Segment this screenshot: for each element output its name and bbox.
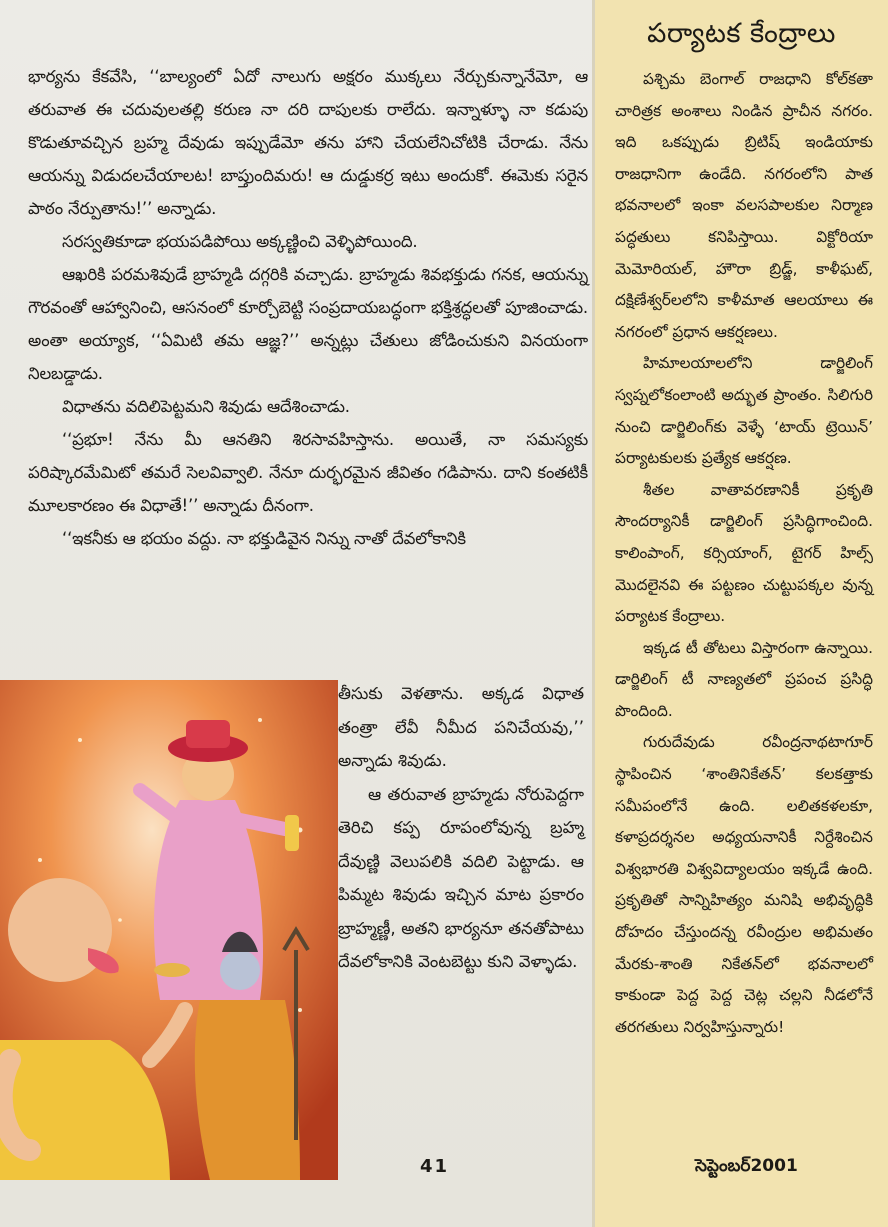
story-paragraph: ‘‘ప్రభూ! నేను మీ ఆనతిని శిరసావహిస్తాను. అయితే, నా సమస్యకు పరిష్కారమేమిటో తమరే సెలవివ్వాలి. నేనూ దుర్భరమైన జీవితం గడిపాను. దాని కంతటికీ మూలకారణం ఈ విధాతే!’’ అన్నాడు దీనంగా.	[28, 430, 588, 515]
story-paragraph: తీసుకు వెళతాను. అక్కడ విధాత తంత్రా లేవీ నీమీద పనిచేయవు,’’ అన్నాడు శివుడు.	[338, 684, 584, 770]
sidebar-paragraph: పశ్చిమ బెంగాల్ రాజధాని కోల్‌కతా చారిత్రక అంశాలు నిండిన ప్రాచీన నగరం. ఇది ఒకప్పుడు బ్రిటిష్ ఇండియాకు రాజధానిగా ఉండేది. నగరంలోని పాత భవనాలలో ఇంకా వలసపాలకుల నిర్మాణ పద్ధతులు కనిపిస్తాయి. విక్టోరియా మెమోరియల్, హౌరా బ్రిడ్జ్, కాళీఘట్, దక్షిణేశ్వర్‌లలోని కాళీమాత ఆలయాలు ఈ నగరంలో ప్రధాన ఆకర్షణలు.	[615, 70, 873, 341]
sidebar-paragraph: గురుదేవుడు రవీంద్రనాథటాగూర్ స్థాపించిన ‘శాంతినికేతన్’ కలకత్తాకు సమీపంలోనే ఉంది. లలితకళలకూ, కళాప్రదర్శనల అధ్యయనానికీ నిర్దేశించిన విశ్వభారతి విశ్వవిద్యాలయం ఇక్కడే ఉంది. ప్రకృతితో సాన్నిహిత్యం మనిషి అభివృద్ధికి దోహదం చేస్తుందన్న రవీంద్రుల అభిమతం మేరకు-శాంతి నికేతన్‌లో భవనాలలో కాకుండా పెద్ద పెద్ద చెట్ల చల్లని నీడలోనే తరగతులు నిర్వహిస్తున్నారు!	[615, 733, 873, 1036]
story-upper-column	[28, 60, 588, 555]
sidebar-paragraph: హిమాలయాలలోని డార్జిలింగ్ స్వప్నలోకంలాంటి అద్భుత ప్రాంతం. సిలిగురి నుంచి డార్జిలింగ్‌కు వెళ్ళే ‘టాయ్ ట్రెయిన్’ పర్యాటకులకు ప్రత్యేక ఆకర్షణ.	[615, 354, 873, 468]
sidebar-paragraph: శీతల వాతావరణానికీ ప్రకృతి సౌందర్యానికీ డార్జిలింగ్ ప్రసిద్ధిగాంచింది. కాలింపాంగ్, కర్సియాంగ్, టైగర్ హిల్స్ మొదలైనవి ఈ పట్టణం చుట్టుపక్కల వున్న పర్యాటక కేంద్రాలు.	[615, 480, 873, 626]
story-paragraph: ‘‘ఇకనీకు ఆ భయం వద్దు. నా భక్తుడివైన నిన్ను నాతో దేవలోకానికి	[62, 529, 466, 548]
page-number: 41	[420, 1156, 450, 1177]
sidebar-paragraph: ఇక్కడ టీ తోటలు విస్తారంగా ఉన్నాయి. డార్జిలింగ్ టీ నాణ్యతలో ప్రపంచ ప్రసిద్ధి పొందింది.	[615, 638, 873, 720]
story-paragraph: భార్యను కేకవేసి, ‘‘బాల్యంలో ఏదో నాలుగు అక్షరం ముక్కలు నేర్చుకున్నానేమో, ఆ తరువాత ఈ చదువులతల్లి కరుణ నా దరి దాపులకు రాలేదు. ఇన్నాళ్ళూ నా కడుపు కొడుతూవచ్చిన బ్రహ్మ దేవుడు ఇప్పుడేమో తను హాని చేయలేనిచోటికి చేరాడు. నేను ఆయన్ను విడుదలచేయాలట! బాప్తుందిమరు! ఆ దుడ్డుకర్ర ఇటు అందుకో. ఈమెకు సరైన పాఠం నేర్పుతాను!’’ అన్నాడు.	[28, 67, 588, 218]
issue-date: సెప్టెంబర్2001	[695, 1156, 798, 1176]
story-paragraph: విధాతను వదిలిపెట్టమని శివుడు ఆదేశించాడు.	[62, 397, 350, 416]
tourism-sidebar	[595, 0, 888, 1227]
brahma-frog-shiva-illustration-icon	[0, 680, 338, 1180]
sidebar-title: పర్యాటక కేంద్రాలు	[647, 18, 836, 49]
story-lower-column	[338, 677, 584, 979]
sidebar-body	[615, 64, 873, 1043]
story-illustration	[0, 680, 338, 1180]
story-paragraph: ఆ తరువాత బ్రాహ్మడు నోరుపెద్దగా తెరిచి కప్ప రూపంలోవున్న బ్రహ్మ దేవుణ్ణి వెలుపలికి వదిలి పెట్టాడు. ఆ పిమ్మట శివుడు ఇచ్చిన మాట ప్రకారం బ్రాహ్మణ్ణీ, అతని భార్యనూ తనతోపాటు దేవలోకానికి వెంటబెట్టు కుని వెళ్ళాడు.	[338, 784, 584, 971]
story-paragraph: ఆఖరికి పరమశివుడే బ్రాహ్మడి దగ్గరికి వచ్చాడు. బ్రాహ్మడు శివభక్తుడు గనక, ఆయన్ను గౌరవంతో ఆహ్వానించి, ఆసనంలో కూర్చోబెట్టి సంప్రదాయబద్ధంగా భక్తిశ్రద్ధలతో పూజించాడు. అంతా అయ్యాక, ‘‘ఏమిటి తమ ఆజ్ఞ?’’ అన్నట్లు చేతులు జోడించుకుని వినయంగా నిలబడ్డాడు.	[28, 265, 588, 383]
story-paragraph: సరస్వతికూడా భయపడిపోయి అక్కణ్ణించి వెళ్ళిపోయింది.	[62, 232, 418, 251]
